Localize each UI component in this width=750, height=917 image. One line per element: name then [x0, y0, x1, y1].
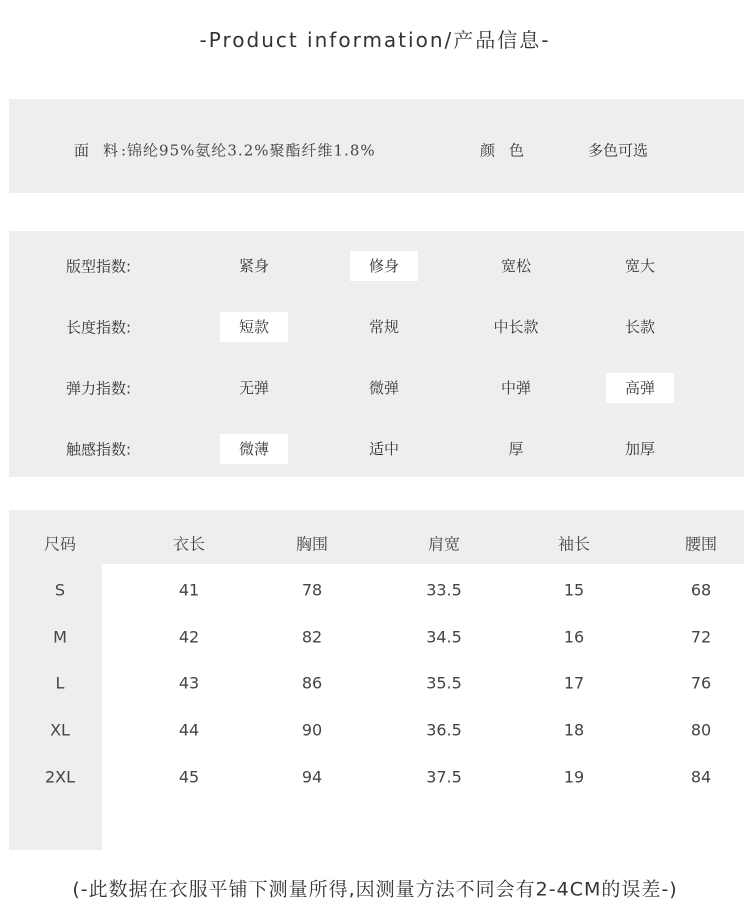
index-label: 触感指数:	[66, 440, 132, 459]
size-table-header: 衣长	[172, 534, 206, 554]
fabric-value: :锦纶95%氨纶3.2%聚酯纤维1.8%	[121, 141, 376, 160]
size-table-size-cell: 2XL	[44, 767, 76, 787]
size-table-cell: 33.5	[426, 580, 462, 600]
size-table-cell: 43	[178, 673, 200, 693]
index-option-selected: 短款	[220, 312, 288, 342]
size-table-cell: 86	[301, 673, 323, 693]
size-table-cell: 36.5	[426, 720, 462, 740]
size-table-cell: 44	[178, 720, 200, 740]
size-table-cell: 84	[690, 767, 712, 787]
color-value: 多色可选	[588, 141, 649, 160]
size-table-cell: 45	[178, 767, 200, 787]
index-option: 紧身	[238, 257, 269, 275]
size-table-cell: 16	[563, 627, 585, 647]
size-table-left-band	[9, 564, 102, 850]
size-table-cell: 94	[301, 767, 323, 787]
size-table-cell: 35.5	[426, 673, 462, 693]
size-table-cell: 19	[563, 767, 585, 787]
size-table-header: 胸围	[295, 534, 329, 554]
size-table-size-cell: M	[53, 627, 67, 647]
size-table-cell: 76	[690, 673, 712, 693]
size-table-cell: 78	[301, 580, 323, 600]
size-table-size-cell: S	[54, 580, 66, 600]
fabric-label: 面料	[74, 141, 133, 160]
size-table-size-cell: XL	[50, 720, 70, 740]
index-option: 适中	[368, 440, 399, 458]
size-table-cell: 15	[563, 580, 585, 600]
size-table-cell: 17	[563, 673, 585, 693]
index-option: 长款	[624, 318, 655, 336]
size-table-header: 尺码	[43, 534, 77, 554]
index-option: 宽大	[624, 257, 655, 275]
size-table-cell: 18	[563, 720, 585, 740]
index-option-selected: 高弹	[606, 373, 674, 403]
index-label: 弹力指数:	[66, 379, 132, 398]
index-option: 加厚	[624, 440, 655, 458]
index-label: 版型指数:	[66, 257, 132, 276]
index-option: 厚	[508, 440, 524, 458]
index-option: 中长款	[493, 318, 539, 336]
size-table-header: 肩宽	[427, 534, 461, 554]
index-option: 中弹	[500, 379, 531, 397]
size-table-header: 袖长	[557, 534, 591, 554]
size-table-cell: 90	[301, 720, 323, 740]
color-label: 颜色	[480, 141, 539, 160]
size-table-cell: 72	[690, 627, 712, 647]
measurement-footnote: (-此数据在衣服平铺下测量所得,因测量方法不同会有2-4CM的误差-)	[72, 878, 678, 901]
size-table-header: 腰围	[684, 534, 718, 554]
size-table-cell: 41	[178, 580, 200, 600]
index-option: 常规	[368, 318, 399, 336]
index-label: 长度指数:	[66, 318, 132, 337]
index-option-selected: 微薄	[220, 434, 288, 464]
index-option: 无弹	[238, 379, 269, 397]
size-table-header-band	[9, 510, 744, 564]
size-table-cell: 68	[690, 580, 712, 600]
size-table-cell: 34.5	[426, 627, 462, 647]
index-option-selected: 修身	[350, 251, 418, 281]
size-table-cell: 80	[690, 720, 712, 740]
index-option: 宽松	[500, 257, 531, 275]
size-table-cell: 37.5	[426, 767, 462, 787]
page-title: -Product information/产品信息-	[199, 28, 551, 52]
size-table-size-cell: L	[55, 673, 65, 693]
index-option: 微弹	[368, 379, 399, 397]
size-table-cell: 42	[178, 627, 200, 647]
size-table-cell: 82	[301, 627, 323, 647]
